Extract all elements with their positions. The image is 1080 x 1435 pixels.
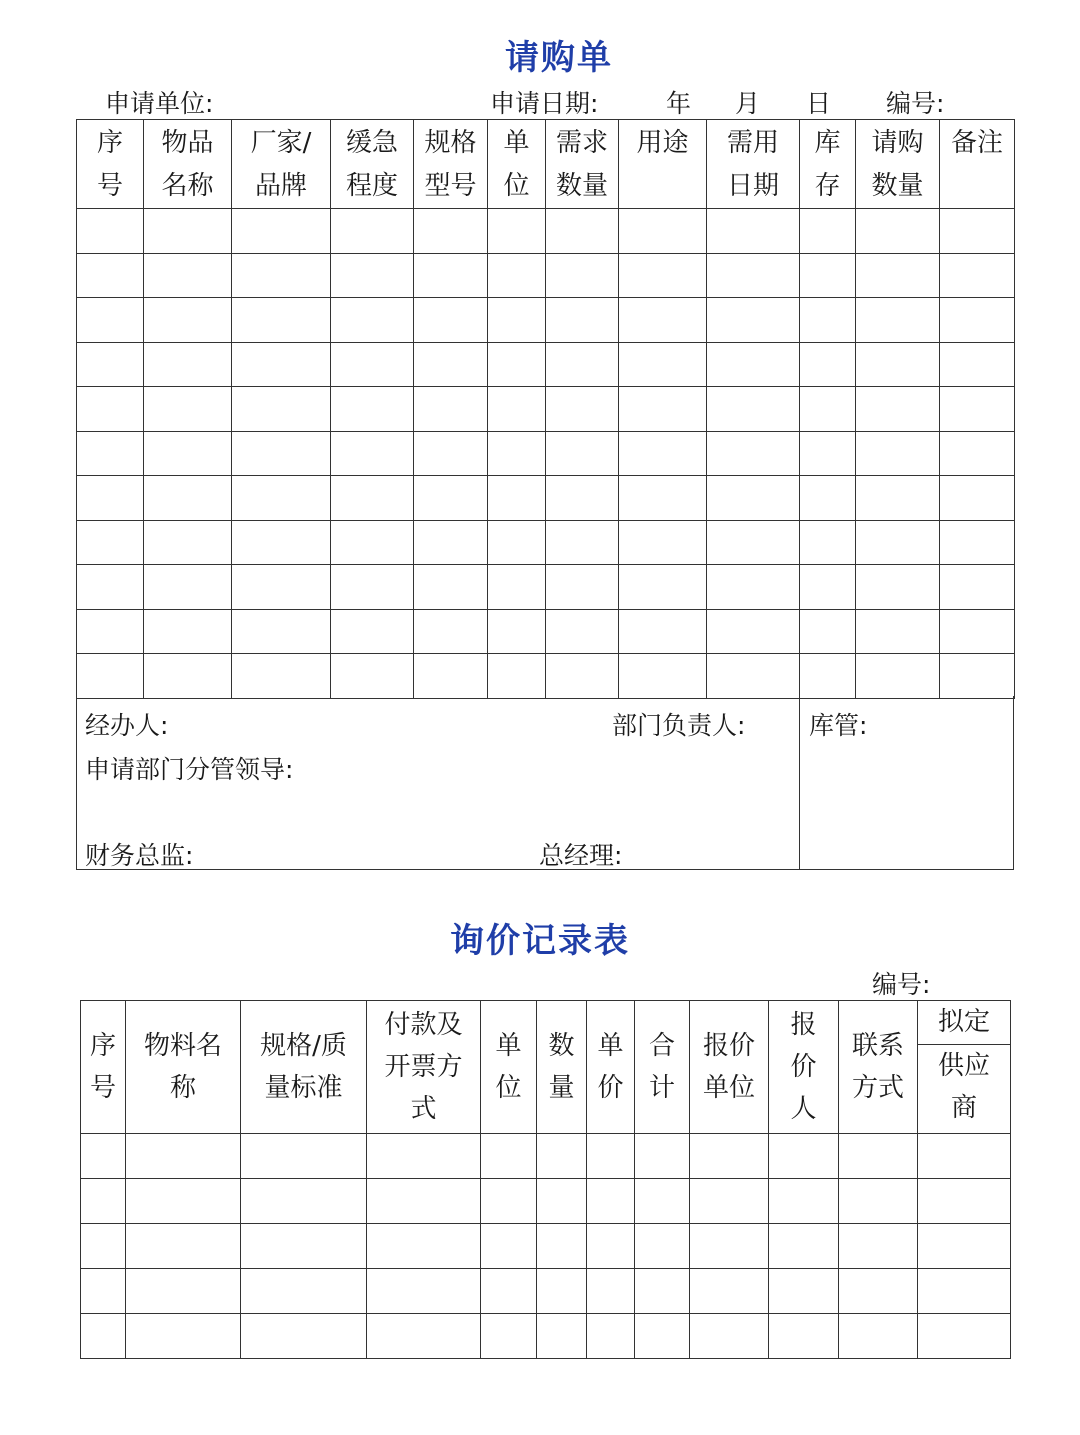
column-header-unit: 单 位 <box>488 120 546 209</box>
cell-contact[interactable] <box>839 1314 918 1359</box>
cell-demand_qty[interactable] <box>546 298 619 343</box>
cell-demand_qty[interactable] <box>546 209 619 254</box>
table-row <box>81 1269 1011 1314</box>
cell-urgency[interactable] <box>331 342 414 387</box>
cell-spec[interactable] <box>414 387 488 432</box>
cell-purpose[interactable] <box>619 520 707 565</box>
cell-stock[interactable] <box>800 654 856 699</box>
column-header-supplier-bottom: 供应 商 <box>937 1051 990 1123</box>
cell-unit[interactable] <box>488 387 546 432</box>
cell-item_name[interactable] <box>144 565 232 610</box>
column-header-payment: 付款及 开票方 式 <box>367 1001 481 1134</box>
cell-item_name[interactable] <box>144 431 232 476</box>
cell-spec[interactable] <box>414 253 488 298</box>
cell-purpose[interactable] <box>619 342 707 387</box>
cell-supplier[interactable] <box>918 1179 1011 1224</box>
cell-need_date[interactable] <box>707 253 800 298</box>
cell-urgency[interactable] <box>331 209 414 254</box>
cell-contact[interactable] <box>839 1269 918 1314</box>
cell-supplier[interactable] <box>918 1224 1011 1269</box>
column-header-quoter: 报 价 人 <box>769 1001 839 1134</box>
cell-demand_qty[interactable] <box>546 342 619 387</box>
cell-seq[interactable] <box>77 476 144 521</box>
cell-quoter[interactable] <box>769 1134 839 1179</box>
cell-urgency[interactable] <box>331 565 414 610</box>
cell-seq[interactable] <box>77 253 144 298</box>
cell-spec_quality[interactable] <box>241 1269 367 1314</box>
cell-seq[interactable] <box>77 387 144 432</box>
column-header-spec: 规格 型号 <box>414 120 488 209</box>
cell-quote_unit[interactable] <box>690 1224 769 1269</box>
table-row <box>81 1179 1011 1224</box>
cell-purpose[interactable] <box>619 253 707 298</box>
apply-date-label: 申请日期: <box>490 89 599 118</box>
cell-brand[interactable] <box>232 387 331 432</box>
column-header-need_date: 需用 日期 <box>707 120 800 209</box>
cell-spec[interactable] <box>414 298 488 343</box>
table-row <box>81 1134 1011 1179</box>
cell-unit[interactable] <box>488 476 546 521</box>
cell-item_name[interactable] <box>144 298 232 343</box>
cell-urgency[interactable] <box>331 298 414 343</box>
cell-spec[interactable] <box>414 520 488 565</box>
cell-purpose[interactable] <box>619 387 707 432</box>
table-row <box>77 654 1015 699</box>
cell-urgency[interactable] <box>331 654 414 699</box>
cell-spec_quality[interactable] <box>241 1134 367 1179</box>
cell-brand[interactable] <box>232 565 331 610</box>
cell-total[interactable] <box>635 1179 690 1224</box>
cell-item_name[interactable] <box>144 609 232 654</box>
inquiry-record-table <box>80 1000 1011 1359</box>
cell-supplier[interactable] <box>918 1134 1011 1179</box>
cell-seq[interactable] <box>81 1224 126 1269</box>
cell-stock[interactable] <box>800 253 856 298</box>
cell-demand_qty[interactable] <box>546 476 619 521</box>
table-row <box>77 565 1015 610</box>
column-header-request_qty: 请购 数量 <box>856 120 940 209</box>
cell-unit_price[interactable] <box>587 1269 635 1314</box>
cell-qty[interactable] <box>537 1269 587 1314</box>
column-header-item_name: 物品 名称 <box>144 120 232 209</box>
cell-spec[interactable] <box>414 609 488 654</box>
cell-request_qty[interactable] <box>856 520 940 565</box>
form2-title: 询价记录表 <box>450 921 630 961</box>
column-header-unit_price: 单 价 <box>587 1001 635 1134</box>
table-row <box>77 209 1015 254</box>
cell-brand[interactable] <box>232 253 331 298</box>
cell-urgency[interactable] <box>331 609 414 654</box>
column-header-total: 合 计 <box>635 1001 690 1134</box>
column-header-seq: 序 号 <box>77 120 144 209</box>
column-header-seq: 序 号 <box>81 1001 126 1134</box>
table-row <box>77 431 1015 476</box>
cell-unit[interactable] <box>488 298 546 343</box>
cell-contact[interactable] <box>839 1134 918 1179</box>
cell-quote_unit[interactable] <box>690 1179 769 1224</box>
day-label: 日 <box>806 89 832 118</box>
cell-seq[interactable] <box>77 654 144 699</box>
cell-seq[interactable] <box>77 520 144 565</box>
cell-seq[interactable] <box>81 1179 126 1224</box>
cell-unit[interactable] <box>481 1179 537 1224</box>
cell-supplier[interactable] <box>918 1314 1011 1359</box>
cell-remark[interactable] <box>940 387 1015 432</box>
cell-need_date[interactable] <box>707 431 800 476</box>
cell-spec_quality[interactable] <box>241 1224 367 1269</box>
table-row <box>77 387 1015 432</box>
cell-unit_price[interactable] <box>587 1314 635 1359</box>
cell-remark[interactable] <box>940 431 1015 476</box>
cell-spec[interactable] <box>414 431 488 476</box>
cell-unit[interactable] <box>488 431 546 476</box>
cell-quote_unit[interactable] <box>690 1134 769 1179</box>
cell-quoter[interactable] <box>769 1224 839 1269</box>
cell-unit[interactable] <box>488 654 546 699</box>
cell-stock[interactable] <box>800 520 856 565</box>
cell-payment[interactable] <box>367 1224 481 1269</box>
cell-stock[interactable] <box>800 298 856 343</box>
cell-material_name[interactable] <box>126 1224 241 1269</box>
cell-quote_unit[interactable] <box>690 1269 769 1314</box>
general-manager-label: 总经理: <box>539 841 623 870</box>
cell-item_name[interactable] <box>144 209 232 254</box>
cell-remark[interactable] <box>940 565 1015 610</box>
dept-head-label: 部门负责人: <box>612 711 746 740</box>
table-header-row <box>81 1001 1011 1134</box>
column-header-purpose: 用途 <box>619 120 707 209</box>
cell-need_date[interactable] <box>707 476 800 521</box>
month-label: 月 <box>735 89 761 118</box>
cell-unit_price[interactable] <box>587 1224 635 1269</box>
column-header-material_name: 物料名 称 <box>126 1001 241 1134</box>
cell-spec[interactable] <box>414 654 488 699</box>
cell-unit[interactable] <box>488 565 546 610</box>
cell-spec[interactable] <box>414 209 488 254</box>
cell-urgency[interactable] <box>331 476 414 521</box>
cell-total[interactable] <box>635 1314 690 1359</box>
cell-demand_qty[interactable] <box>546 609 619 654</box>
cell-purpose[interactable] <box>619 431 707 476</box>
cell-stock[interactable] <box>800 209 856 254</box>
table-row <box>77 476 1015 521</box>
cell-purpose[interactable] <box>619 654 707 699</box>
signature-divider <box>799 696 800 869</box>
cell-seq[interactable] <box>77 431 144 476</box>
cell-material_name[interactable] <box>126 1314 241 1359</box>
cell-seq[interactable] <box>81 1134 126 1179</box>
cell-request_qty[interactable] <box>856 342 940 387</box>
cell-spec[interactable] <box>414 565 488 610</box>
table-header-row <box>77 120 1015 209</box>
cell-need_date[interactable] <box>707 565 800 610</box>
column-header-supplier <box>918 1001 1011 1134</box>
warehouse-label: 库管: <box>809 711 868 740</box>
form1-title: 请购单 <box>505 38 613 78</box>
cell-need_date[interactable] <box>707 387 800 432</box>
cell-total[interactable] <box>635 1224 690 1269</box>
cell-need_date[interactable] <box>707 654 800 699</box>
cell-quoter[interactable] <box>769 1314 839 1359</box>
cell-unit[interactable] <box>481 1314 537 1359</box>
column-header-supplier-top: 拟定 <box>918 1001 1010 1045</box>
cell-item_name[interactable] <box>144 253 232 298</box>
cell-request_qty[interactable] <box>856 654 940 699</box>
column-header-brand: 厂家/ 品牌 <box>232 120 331 209</box>
cell-brand[interactable] <box>232 654 331 699</box>
cell-payment[interactable] <box>367 1134 481 1179</box>
column-header-remark: 备注 <box>940 120 1015 209</box>
signature-area <box>76 696 1014 870</box>
cell-spec_quality[interactable] <box>241 1314 367 1359</box>
cell-need_date[interactable] <box>707 609 800 654</box>
cell-seq[interactable] <box>77 609 144 654</box>
table-row <box>77 298 1015 343</box>
cell-qty[interactable] <box>537 1314 587 1359</box>
cell-unit[interactable] <box>488 609 546 654</box>
table-row <box>81 1314 1011 1359</box>
cell-remark[interactable] <box>940 298 1015 343</box>
purchase-request-table <box>76 119 1015 699</box>
form1-serial-label: 编号: <box>886 89 945 118</box>
cell-remark[interactable] <box>940 609 1015 654</box>
cell-unit[interactable] <box>488 209 546 254</box>
cell-seq[interactable] <box>77 565 144 610</box>
cell-brand[interactable] <box>232 609 331 654</box>
cell-item_name[interactable] <box>144 387 232 432</box>
cell-brand[interactable] <box>232 209 331 254</box>
cell-quote_unit[interactable] <box>690 1314 769 1359</box>
cell-material_name[interactable] <box>126 1134 241 1179</box>
cell-supplier[interactable] <box>918 1269 1011 1314</box>
cell-urgency[interactable] <box>331 253 414 298</box>
cell-item_name[interactable] <box>144 520 232 565</box>
cell-demand_qty[interactable] <box>546 387 619 432</box>
cell-total[interactable] <box>635 1269 690 1314</box>
cell-seq[interactable] <box>77 209 144 254</box>
cell-brand[interactable] <box>232 520 331 565</box>
cell-item_name[interactable] <box>144 342 232 387</box>
cell-request_qty[interactable] <box>856 609 940 654</box>
column-header-stock: 库 存 <box>800 120 856 209</box>
cell-remark[interactable] <box>940 520 1015 565</box>
cell-unit[interactable] <box>481 1224 537 1269</box>
cell-demand_qty[interactable] <box>546 520 619 565</box>
cell-item_name[interactable] <box>144 476 232 521</box>
table-row <box>77 609 1015 654</box>
cell-brand[interactable] <box>232 342 331 387</box>
cell-total[interactable] <box>635 1134 690 1179</box>
cell-brand[interactable] <box>232 431 331 476</box>
cell-urgency[interactable] <box>331 520 414 565</box>
cell-need_date[interactable] <box>707 520 800 565</box>
cell-unit[interactable] <box>488 253 546 298</box>
cell-purpose[interactable] <box>619 609 707 654</box>
cell-stock[interactable] <box>800 565 856 610</box>
cell-need_date[interactable] <box>707 298 800 343</box>
cell-unit[interactable] <box>481 1134 537 1179</box>
cell-remark[interactable] <box>940 253 1015 298</box>
column-header-demand_qty: 需求 数量 <box>546 120 619 209</box>
cell-spec[interactable] <box>414 342 488 387</box>
cell-remark[interactable] <box>940 342 1015 387</box>
cell-payment[interactable] <box>367 1269 481 1314</box>
table-row <box>81 1224 1011 1269</box>
cell-brand[interactable] <box>232 298 331 343</box>
column-header-spec_quality: 规格/质 量标准 <box>241 1001 367 1134</box>
cell-stock[interactable] <box>800 342 856 387</box>
cell-qty[interactable] <box>537 1224 587 1269</box>
table-row <box>77 520 1015 565</box>
cell-purpose[interactable] <box>619 298 707 343</box>
cell-request_qty[interactable] <box>856 565 940 610</box>
cell-need_date[interactable] <box>707 209 800 254</box>
cell-need_date[interactable] <box>707 342 800 387</box>
cell-payment[interactable] <box>367 1179 481 1224</box>
cell-qty[interactable] <box>537 1179 587 1224</box>
cell-seq[interactable] <box>81 1314 126 1359</box>
apply-unit-label: 申请单位: <box>105 89 214 118</box>
cell-payment[interactable] <box>367 1314 481 1359</box>
cell-material_name[interactable] <box>126 1179 241 1224</box>
cell-unit[interactable] <box>488 342 546 387</box>
year-label: 年 <box>666 89 692 118</box>
cell-request_qty[interactable] <box>856 431 940 476</box>
cell-stock[interactable] <box>800 387 856 432</box>
cell-stock[interactable] <box>800 431 856 476</box>
cell-material_name[interactable] <box>126 1269 241 1314</box>
cell-seq[interactable] <box>77 298 144 343</box>
cell-qty[interactable] <box>537 1134 587 1179</box>
cell-urgency[interactable] <box>331 431 414 476</box>
cell-quoter[interactable] <box>769 1269 839 1314</box>
cell-contact[interactable] <box>839 1224 918 1269</box>
table-row <box>77 342 1015 387</box>
cell-request_qty[interactable] <box>856 387 940 432</box>
cell-stock[interactable] <box>800 476 856 521</box>
column-header-urgency: 缓急 程度 <box>331 120 414 209</box>
finance-director-label: 财务总监: <box>85 841 194 870</box>
cell-purpose[interactable] <box>619 476 707 521</box>
cell-spec[interactable] <box>414 476 488 521</box>
cell-remark[interactable] <box>940 654 1015 699</box>
cell-demand_qty[interactable] <box>546 654 619 699</box>
cell-unit_price[interactable] <box>587 1179 635 1224</box>
cell-contact[interactable] <box>839 1179 918 1224</box>
cell-unit[interactable] <box>481 1269 537 1314</box>
cell-request_qty[interactable] <box>856 253 940 298</box>
cell-demand_qty[interactable] <box>546 431 619 476</box>
cell-request_qty[interactable] <box>856 476 940 521</box>
cell-demand_qty[interactable] <box>546 253 619 298</box>
cell-request_qty[interactable] <box>856 298 940 343</box>
cell-unit[interactable] <box>488 520 546 565</box>
cell-purpose[interactable] <box>619 565 707 610</box>
cell-request_qty[interactable] <box>856 209 940 254</box>
column-header-quote_unit: 报价 单位 <box>690 1001 769 1134</box>
cell-quoter[interactable] <box>769 1179 839 1224</box>
dept-leader-label: 申请部门分管领导: <box>85 755 294 784</box>
cell-spec_quality[interactable] <box>241 1179 367 1224</box>
cell-unit_price[interactable] <box>587 1134 635 1179</box>
column-header-contact: 联系 方式 <box>839 1001 918 1134</box>
cell-purpose[interactable] <box>619 209 707 254</box>
cell-brand[interactable] <box>232 476 331 521</box>
cell-urgency[interactable] <box>331 387 414 432</box>
cell-item_name[interactable] <box>144 654 232 699</box>
table-row <box>77 253 1015 298</box>
cell-remark[interactable] <box>940 476 1015 521</box>
column-header-unit: 单 位 <box>481 1001 537 1134</box>
handler-label: 经办人: <box>85 711 169 740</box>
column-header-qty: 数 量 <box>537 1001 587 1134</box>
cell-seq[interactable] <box>81 1269 126 1314</box>
cell-demand_qty[interactable] <box>546 565 619 610</box>
cell-seq[interactable] <box>77 342 144 387</box>
form2-serial-label: 编号: <box>872 970 931 999</box>
cell-stock[interactable] <box>800 609 856 654</box>
cell-remark[interactable] <box>940 209 1015 254</box>
